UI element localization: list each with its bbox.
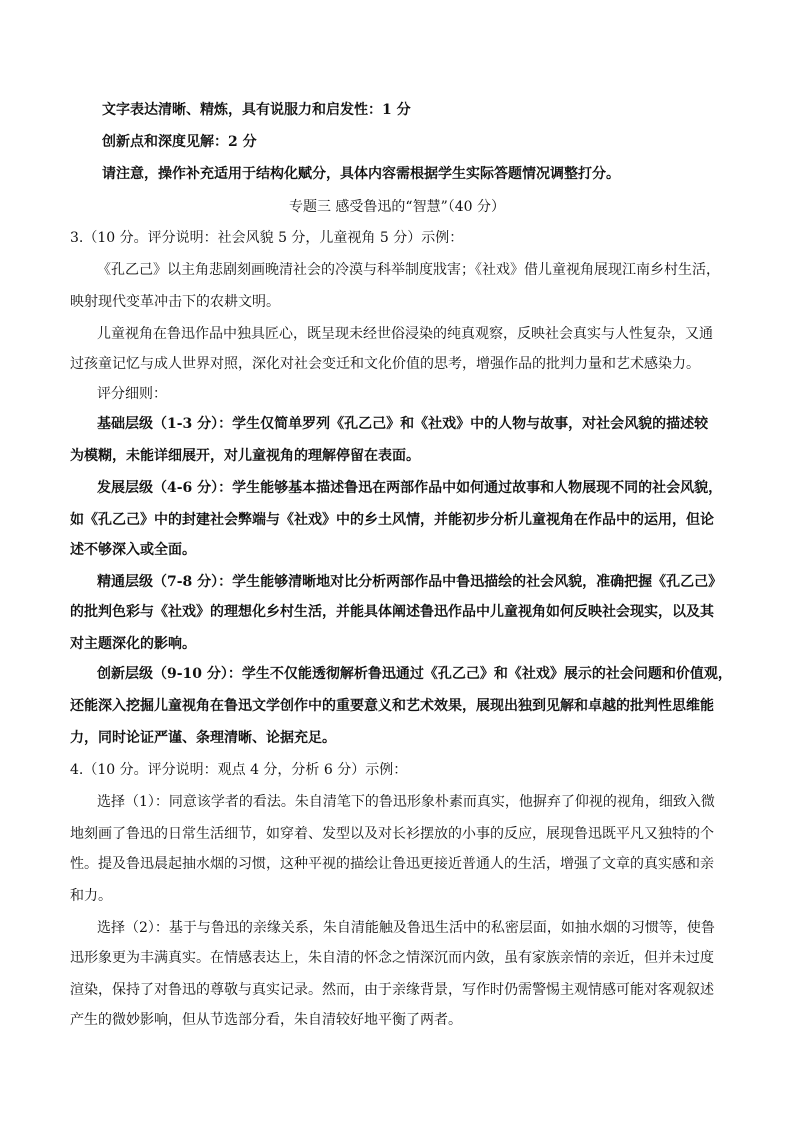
q4-choice-2-line-3: 渲染，保持了对鲁迅的尊敬与真实记录。然而，由于亲缘背景，写作时仍需警惕主观情感可能对客观叙述 [70, 982, 714, 998]
rubric-basic-line-1: 基础层级（1-3 分）：学生仅简单罗列《孔乙己》和《社戏》中的人物与故事，对社会风貌的描述较 [97, 416, 709, 432]
rubric-innovative-line-1: 创新层级（9-10 分）：学生不仅能透彻解析鲁迅通过《孔乙己》和《社戏》展示的社会问题和价值观， [97, 666, 732, 682]
q3-paragraph-2-line-2: 过孩童记忆与成人世界对照，深化对社会变迁和文化价值的思考，增强作品的批判力量和艺术感染力。 [70, 356, 700, 372]
rubric-innovative-line-2: 还能深入挖掘儿童视角在鲁迅文学创作中的重要意义和艺术效果，展现出独到见解和卓越的批判性思维能 [70, 698, 714, 714]
rubric-developing-line-1: 发展层级（4-6 分）：学生能够基本描述鲁迅在两部作品中如何通过故事和人物展现不同的社会风貌， [97, 480, 723, 496]
rubric-innovative-line-3: 力，同时论证严谨、条理清晰、论据充足。 [70, 730, 336, 746]
criterion-innovation: 创新点和深度见解：2 分 [102, 134, 257, 150]
q4-choice-2-line-1: 选择（2）：基于与鲁迅的亲缘关系，朱自清能触及鲁迅生活中的私密层面，如抽水烟的习惯等，使鲁 [97, 920, 715, 936]
criterion-expression: 文字表达清晰、精炼，具有说服力和启发性：1 分 [102, 102, 411, 118]
rubric-proficient-line-2: 的批判色彩与《社戏》的理想化乡村生活，并能具体阐述鲁迅作品中儿童视角如何反映社会现实，以及其 [70, 604, 714, 620]
q3-rubric-label: 评分细则： [97, 386, 167, 402]
q4-choice-1-line-2: 地刻画了鲁迅的日常生活细节，如穿着、发型以及对长衫摆放的小事的反应，展现鲁迅既平凡又独特的个 [70, 826, 714, 842]
q3-heading: 3.（10 分。评分说明：社会风貌 5 分，儿童视角 5 分）示例： [70, 230, 464, 246]
q4-choice-2-line-4: 产生的微妙影响，但从节选部分看，朱自清较好地平衡了两者。 [70, 1012, 462, 1028]
q4-heading: 4.（10 分。评分说明：观点 4 分，分析 6 分）示例： [70, 762, 408, 778]
q4-choice-2-line-2: 迅形象更为丰满真实。在情感表达上，朱自清的怀念之情深沉而内敛，虽有家族亲情的亲近，但并未过度 [70, 950, 714, 966]
q4-choice-1-line-3: 性。提及鲁迅晨起抽水烟的习惯，这种平视的描绘让鲁迅更接近普通人的生活，增强了文章的真实感和亲 [70, 856, 714, 872]
rubric-basic-line-2: 为模糊，未能详细展开，对儿童视角的理解停留在表面。 [70, 448, 420, 464]
scoring-note: 请注意，操作补充适用于结构化赋分，具体内容需根据学生实际答题情况调整打分。 [102, 166, 620, 182]
rubric-proficient-line-1: 精通层级（7-8 分）：学生能够清晰地对比分析两部作品中鲁迅描绘的社会风貌，准确把握《孔乙己》 [97, 574, 723, 590]
q3-paragraph-1-line-1: 《孔乙己》以主角悲剧刻画晚清社会的冷漠与科举制度戕害；《社戏》借儿童视角展现江南乡村生活， [97, 262, 720, 278]
rubric-proficient-line-3: 对主题深化的影响。 [70, 636, 196, 652]
rubric-developing-line-2: 如《孔乙己》中的封建社会弊端与《社戏》中的乡土风情，并能初步分析儿童视角在作品中的运用，但论 [70, 512, 714, 528]
q4-choice-1-line-1: 选择（1）：同意该学者的看法。朱自清笔下的鲁迅形象朴素而真实，他摒弃了仰视的视角，细致入微 [97, 794, 715, 810]
rubric-developing-line-3: 述不够深入或全面。 [70, 542, 196, 558]
q3-paragraph-1-line-2: 映射现代变革冲击下的农耕文明。 [70, 294, 280, 310]
section-title: 专题三 感受鲁迅的“智慧”（40 分） [288, 199, 506, 215]
q4-choice-1-line-4: 和力。 [70, 888, 112, 904]
q3-paragraph-2-line-1: 儿童视角在鲁迅作品中独具匠心，既呈现未经世俗浸染的纯真观察，反映社会真实与人性复杂，又通 [97, 326, 713, 342]
